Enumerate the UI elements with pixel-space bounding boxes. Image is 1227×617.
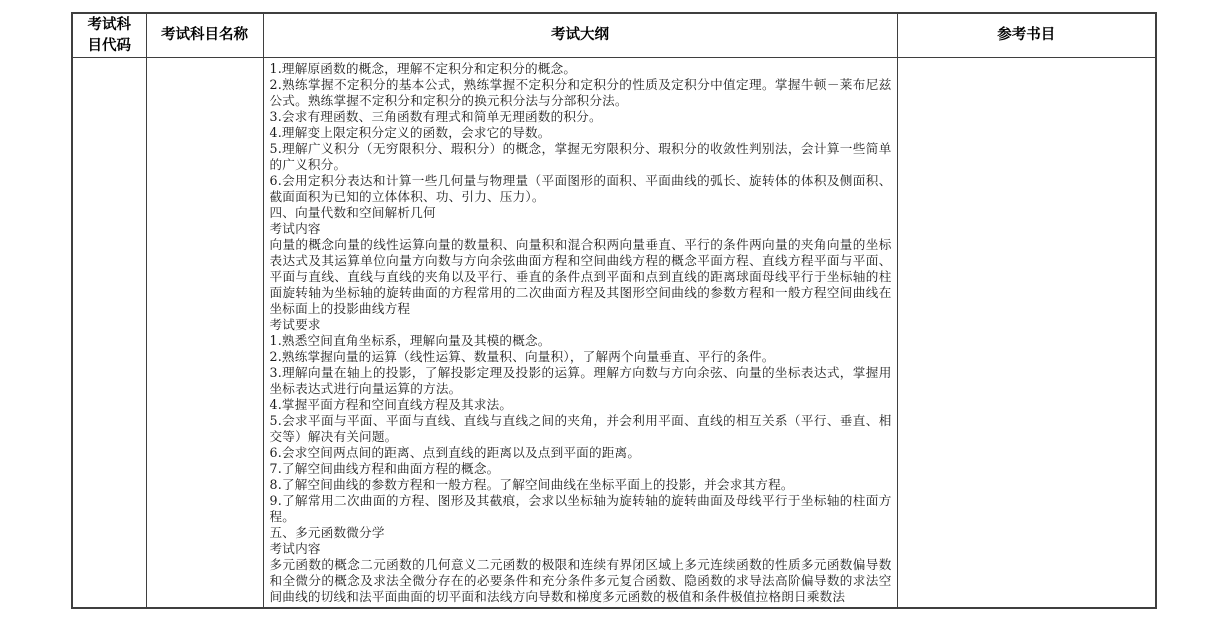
cell-syllabus (263, 58, 897, 609)
column-header-subject-code: 考试科目代码 (72, 13, 146, 58)
syllabus-text (270, 61, 892, 605)
syllabus-paragraph: 3.会求有理函数、三角函数有理式和简单无理函数的积分。 (269, 109, 602, 124)
syllabus-paragraph: 四、向量代数和空间解析几何 (269, 205, 436, 220)
syllabus-paragraph: 1.理解原函数的概念，理解不定积分和定积分的概念。 (269, 61, 577, 76)
cell-subject-code (72, 58, 146, 609)
syllabus-paragraph: 4.理解变上限定积分定义的函数，会求它的导数。 (269, 125, 551, 140)
syllabus-paragraph: 4.掌握平面方程和空间直线方程及其求法。 (269, 397, 513, 412)
column-header-reference-books: 参考书目 (897, 13, 1156, 58)
syllabus-paragraph: 6.会用定积分表达和计算一些几何量与物理量（平面图形的面积、平面曲线的弧长、旋转体的体积及侧面积、截面面积为已知的立体体积、功、引力、压力）。 (269, 173, 892, 204)
syllabus-paragraph: 3.理解向量在轴上的投影，了解投影定理及投影的运算。理解方向数与方向余弦、向量的坐标表达式，掌握用坐标表达式进行向量运算的方法。 (269, 365, 892, 396)
syllabus-paragraph: 5.理解广义积分（无穷限积分、瑕积分）的概念，掌握无穷限积分、瑕积分的收敛性判别法，会计算一些简单的广义积分。 (269, 141, 892, 172)
table-row (72, 58, 1156, 609)
syllabus-paragraph: 考试要求 (269, 317, 321, 332)
syllabus-paragraph: 9.了解常用二次曲面的方程、图形及其截痕，会求以坐标轴为旋转轴的旋转曲面及母线平行于坐标轴的柱面方程。 (269, 493, 892, 524)
syllabus-paragraph: 多元函数的概念二元函数的几何意义二元函数的极限和连续有界闭区域上多元连续函数的性质多元函数偏导数和全微分的概念及求法全微分存在的必要条件和充分条件多元复合函数、隐函数的求导法高阶偏导数的求法空间曲线的切线和法平面曲面的切平面和法线方向导数和梯度多元函数的极值和条件极值拉格朗日乘数法 (269, 557, 892, 604)
syllabus-paragraph: 7.了解空间曲线方程和曲面方程的概念。 (269, 461, 500, 476)
syllabus-paragraph: 2.熟练掌握向量的运算（线性运算、数量积、向量积），了解两个向量垂直、平行的条件。 (269, 349, 775, 364)
column-header-syllabus: 考试大纲 (263, 13, 897, 58)
syllabus-paragraph: 考试内容 (269, 541, 321, 556)
syllabus-paragraph: 6.会求空间两点间的距离、点到直线的距离以及点到平面的距离。 (269, 445, 641, 460)
syllabus-paragraph: 8.了解空间曲线的参数方程和一般方程。了解空间曲线在坐标平面上的投影，并会求其方程。 (269, 477, 794, 492)
cell-subject-name (146, 58, 263, 609)
syllabus-paragraph: 5.会求平面与平面、平面与直线、直线与直线之间的夹角，并会利用平面、直线的相互关系（平行、垂直、相交等）解决有关问题。 (269, 413, 892, 444)
cell-reference-books (897, 58, 1156, 609)
syllabus-paragraph: 考试内容 (269, 221, 321, 236)
table-header-row (72, 13, 1156, 58)
syllabus-paragraph: 五、多元函数微分学 (269, 525, 385, 540)
column-header-subject-name: 考试科目名称 (146, 13, 263, 58)
syllabus-paragraph: 向量的概念向量的线性运算向量的数量积、向量积和混合积两向量垂直、平行的条件两向量的夹角向量的坐标表达式及其运算单位向量方向数与方向余弦曲面方程和空间曲线方程的概念平面方程、直线方程平面与平面、平面与直线、直线与直线的夹角以及平行、垂直的条件点到平面和点到直线的距离球面母线平行于坐标轴的柱面旋转轴为坐标轴的旋转曲面的方程常用的二次曲面方程及其图形空间曲线的参数方程和一般方程空间曲线在坐标面上的投影曲线方程 (269, 237, 892, 316)
syllabus-paragraph: 2.熟练掌握不定积分的基本公式，熟练掌握不定积分和定积分的性质及定积分中值定理。掌握牛顿－莱布尼兹公式。熟练掌握不定积分和定积分的换元积分法与分部积分法。 (269, 77, 892, 108)
syllabus-paragraph: 1.熟悉空间直角坐标系，理解向量及其模的概念。 (269, 333, 551, 348)
exam-syllabus-table (71, 12, 1157, 609)
